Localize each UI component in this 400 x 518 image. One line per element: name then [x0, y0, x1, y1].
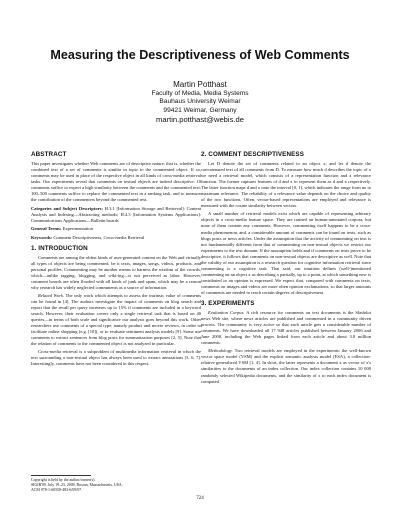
author-block [0, 80, 400, 125]
keywords-label: Keywords: [31, 234, 53, 240]
methodology-lead: Methodology. [208, 348, 233, 354]
author-address: 99421 Weimar, Germany [163, 106, 237, 114]
section-2-paragraph-1: Let D denote the set of comments related to an object x, and let d denote the concatenated text of all comments from D. To measure how much d describes the topic of x we need a retrieval model, which consists of a representation function and a relevance function. The former captures features of d and x to represent them as d and x respectively. The latter function maps d and x onto the interval [0, 1], which indicates the range from no to maximum relevance. The reliability of a relevance value depends on the choice and quality of the two functions. Often, vector-based representations are employed and relevance is measured with the cosine similarity between vectors. [201, 161, 371, 209]
section-2-heading: 2. COMMENT DESCRIPTIVENESS [201, 151, 305, 158]
keywords-text: Comment Descriptiveness, Cross-media Retrieval [53, 234, 145, 240]
section-1-heading: 1. INTRODUCTION [31, 244, 88, 252]
section-1-paragraph-1: Comments are among the oldest kinds of user-generated content on the Web and virtually all types of objects are being commented, be it texts, images, songs, videos, products, and personal profiles. Commenting may be another means to harness the wisdom of the crowds, which—unlike tagging, blogging, and wiki-ing—is not perceived as labor. However, comment boards are often flooded with all kinds of junk and spam, which may be a reason why research has widely neglected commments as a source of information. [31, 254, 201, 290]
author-affiliation-1: Faculty of Media, Media Systems [151, 90, 249, 97]
categories-text: H.3.1 [Information Storage and Retrieval]: Content Analysis and Indexing—Abstracting methods; H.4.3 [Information Systems Applications]: Communications Applications—Bulletin boards [31, 206, 201, 224]
footnote-rule [31, 475, 91, 476]
abstract-heading: ABSTRACT [31, 151, 67, 158]
categories-label: Categories and Subject Descriptors: [31, 206, 103, 212]
section-2-paragraph-2: A small number of retrieval models exist which are capable of representing arbitrary objects in a cross-media feature space. They are trained on human-annotated corpora, but none of them contain any comments. However, commenting itself happens to be a cross-media phenomenon, and, a considerable amount of comments can be found on texts, such as blogs posts or news articles. Under the assumption that the activity of commenting on text is not fundamentally different from that of commenting on non-textual objects we restrict our experiments to the text domain. If the assumption holds and if comments on texts prove to be descriptive, it follows that comments on non-textual objects are descriptive as well. Note that the validity of our assumption is a research question for cognitive information retrieval since commenting is a cognitive task. That said, our intuition defines (well-)mentioned commenting on an object x as describing x partially, up to a point, at which something new is contributed or an opinion is expressed. We expect that, compared with comments on texts, comments on images and videos are more often opinion exclamations, so that larger amounts of comments are needed to reach certain degrees of descriptiveness. [201, 211, 371, 295]
paper-title: Measuring the Descriptiveness of Web Comments [50, 48, 350, 62]
section-3-heading: 3. EXPERIMENTS [201, 300, 255, 308]
related-work-lead: Related Work. [38, 292, 65, 298]
general-terms-label: General Terms: [31, 226, 62, 232]
methodology-text: Two retrieval models are employed in the experiments: the well-known vector space model (VSM) and the explicit semantic analysis model (ESA), a collection-relative generalized VSM [1, 4]. In short, the latter represents a document x as vector of x's similarities to the documents of an index collection. Our index collection contains 10 000 randomly selected Wikipedia documents, and the similarity of x to each index document is computed [201, 348, 371, 384]
author-email: martin.potthast@webis.de [156, 114, 244, 124]
footnote-line-2: SIGIR'09, July 19–23, 2009, Boston, Massachusetts, USA. [31, 483, 123, 488]
section-1-paragraph-2 [31, 293, 201, 347]
section-3-paragraph-2 [201, 348, 371, 384]
right-column [201, 151, 371, 387]
section-3-paragraph-1 [201, 310, 371, 346]
copyright-footnote [31, 478, 201, 494]
general-terms-text: Experimentation [62, 226, 93, 232]
footnote-line-3: ACM 978-1-60558-483-6/09/07. [31, 488, 83, 493]
author-name: Martin Potthast [173, 80, 227, 89]
related-work-text: The only work which attempts to assess the intrinsic value of comments can be found in [4]. The authors investigate the impact of comments on blog search and report that the recall per query increases up to 15% if comments are included in a keyword search. However, their evaluation covers only a single retrieval task that is based on 40 queries—in terms of both scale and significance our analysis goes beyond this work. Other researchers use comments of a special type, namely product and movie reviews, in order to facilitate online shopping (e.g. [10]), or to evaluate sentiment analysis models [9]. Some use comments to extract sentences from blog posts for summarization purposes [2, 5]. Note that the relation of comments to the commented object is not analyzed in particular. [31, 292, 202, 347]
section-1-paragraph-3: Cross-media retrieval is a subproblem of multimedia information retrieval in which the text surrounding a non-textual object has always been used to extract annotations [3, 6, 7]. Interestingly, comments have not been considered in this respect. [31, 349, 201, 367]
abstract-text: This paper investigates whether Web comments are of descriptive nature, that is, whether the combined text of a set of comments is similar in topic to the commented object. If so, comments may be used in place of the respective object in all kinds of cross-media retrieval tasks. Our experiments reveal that comments on textual objects are indeed descriptive: 10 comments suffice to expect a high similarity between the comments and the commented text; 100–500 comments suffice to replace the commented text in a ranking task, and to measure the contribution of the commenters beyond the commented text. [31, 161, 201, 203]
keywords [31, 235, 201, 241]
author-affiliation-2: Bauhaus University Weimar [159, 98, 241, 106]
evaluation-corpus-lead: Evaluation Corpus. [208, 310, 245, 316]
page-number: 724 [196, 496, 204, 501]
general-terms [31, 226, 201, 232]
evaluation-corpus-text: A rich resource for comments on text documents is the Slashdot news Web site, where news articles are published and commented in a community driven process. The community is very active so that each article gets a considerable number of comments. We have downloaded all 17 948 articles published between January 2006 and June 2008, including the Web pages linked from each article and about 3.8 million comments. [201, 310, 371, 346]
categories [31, 206, 201, 224]
left-column [31, 151, 201, 369]
footnote-line-1: Copyright is held by the author/owner(s). [31, 478, 96, 482]
